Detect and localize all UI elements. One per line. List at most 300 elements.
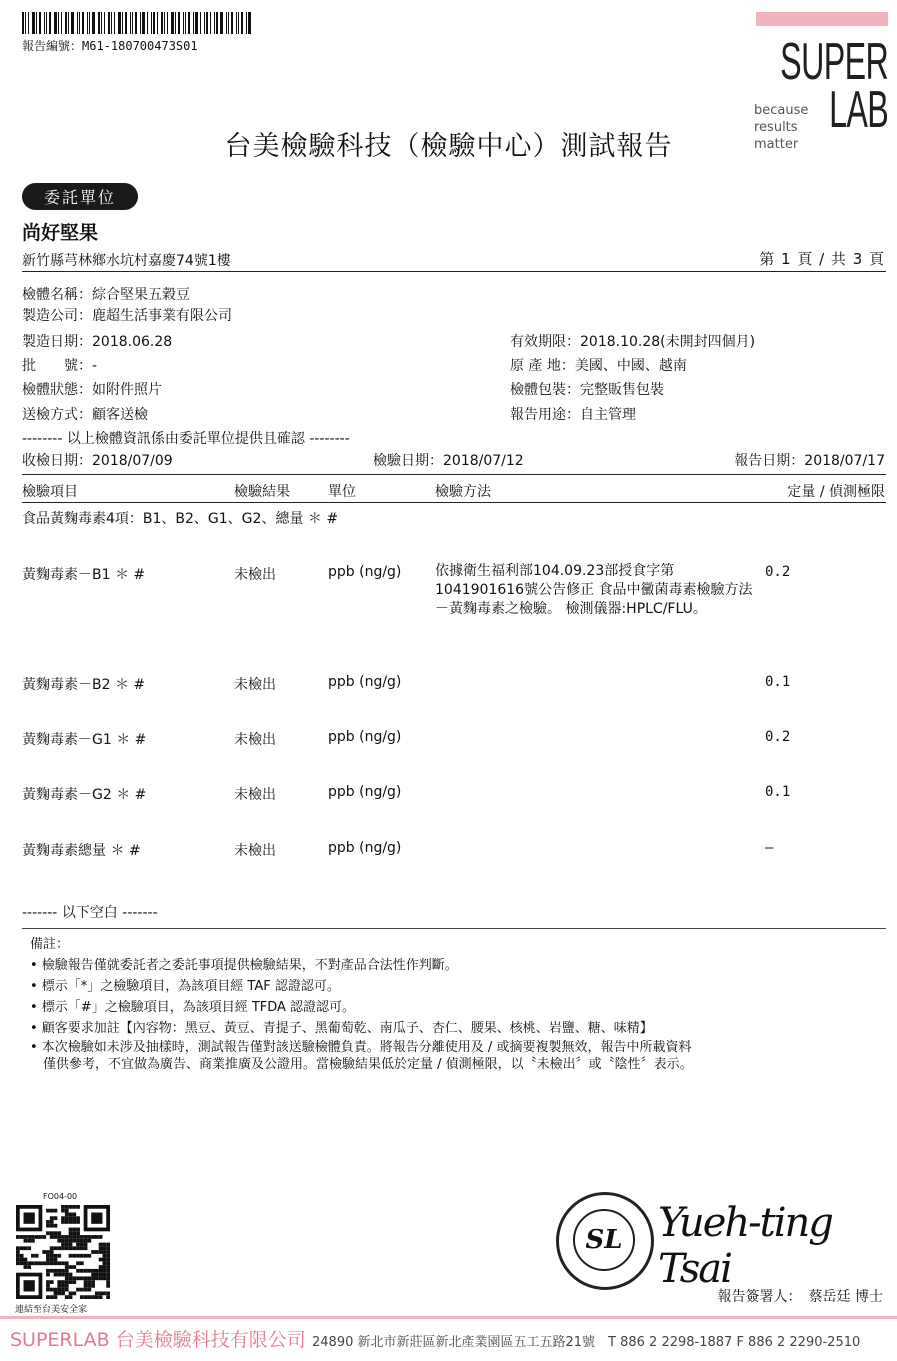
superlab-seal-icon (556, 1192, 654, 1290)
qr-module (57, 1273, 61, 1277)
qr-module (54, 1231, 58, 1235)
barcode-bar (25, 12, 26, 34)
qr-module (99, 1273, 103, 1277)
qr-module (46, 1209, 50, 1213)
qr-module (80, 1246, 84, 1250)
qr-module (50, 1269, 54, 1273)
barcode-bar (28, 12, 29, 34)
qr-module (57, 1284, 61, 1288)
logo-pink-bar (756, 12, 888, 26)
qr-module (57, 1269, 61, 1273)
qr-module (65, 1243, 69, 1247)
qr-module (42, 1250, 46, 1254)
qr-module (72, 1216, 76, 1220)
qr-module (65, 1209, 69, 1213)
qr-module (84, 1295, 88, 1299)
table-row-result: 未檢出 (234, 787, 276, 803)
qr-module (106, 1250, 110, 1254)
col-header-item: 檢驗項目 (22, 484, 78, 500)
qr-module (46, 1280, 50, 1284)
barcode-bar (238, 12, 239, 34)
barcode-bar (231, 12, 233, 34)
qr-module (80, 1295, 84, 1299)
qr-module (31, 1254, 35, 1258)
table-row-item: 黃麴毒素－G1 ＊ # (22, 732, 147, 748)
barcode-bar (36, 12, 37, 34)
barcode-bar (58, 12, 59, 34)
note-item: • 標示「#」之檢驗項目，為該項目經 TFDA 認證認可。 (30, 1000, 356, 1015)
qr-module (99, 1250, 103, 1254)
qr-module (46, 1224, 50, 1228)
qr-module (65, 1239, 69, 1243)
qr-module (46, 1261, 50, 1265)
barcode-bar (147, 12, 148, 34)
qr-module (54, 1216, 58, 1220)
barcode-bar (111, 12, 112, 34)
qr-module (61, 1205, 65, 1209)
qr-module (61, 1239, 65, 1243)
qr-module (61, 1235, 65, 1239)
qr-module (46, 1258, 50, 1262)
qr-module (65, 1280, 69, 1284)
barcode-bar (164, 12, 165, 34)
barcode-bar (195, 12, 198, 34)
qr-module (54, 1295, 58, 1299)
qr-module (50, 1209, 54, 1213)
qr-module (91, 1273, 95, 1277)
qr-module (50, 1258, 54, 1262)
qr-module (106, 1291, 110, 1295)
qr-module (91, 1235, 95, 1239)
qr-module (46, 1273, 50, 1277)
barcode-bar (171, 12, 174, 34)
table-row-limit: — (765, 840, 774, 856)
qr-module (76, 1235, 80, 1239)
qr-module (61, 1291, 65, 1295)
qr-module (87, 1235, 91, 1239)
qr-module (31, 1239, 35, 1243)
test-group: 食品黃麴毒素4項：B1、B2、G1、G2、總量 ＊ # (22, 511, 339, 527)
barcode-bar (140, 12, 141, 34)
qr-module (106, 1295, 110, 1299)
qr-module (99, 1265, 103, 1269)
qr-module (106, 1246, 110, 1250)
qr-module (24, 1258, 28, 1262)
qr-module (42, 1235, 46, 1239)
qr-module (61, 1280, 65, 1284)
barcode-bar (214, 12, 215, 34)
qr-module (72, 1280, 76, 1284)
qr-module (69, 1280, 73, 1284)
qr-module (87, 1269, 91, 1273)
qr-module (87, 1284, 91, 1288)
qr-module (20, 1246, 24, 1250)
barcode-bar (228, 12, 229, 34)
qr-module (84, 1269, 88, 1273)
qr-module (50, 1254, 54, 1258)
qr-module (99, 1276, 103, 1280)
qr-module (61, 1216, 65, 1220)
table-row-limit: 0.2 (765, 729, 791, 745)
qr-module (95, 1235, 99, 1239)
divider (22, 474, 886, 475)
qr-module (54, 1273, 58, 1277)
qr-module (69, 1213, 73, 1217)
qr-module (80, 1243, 84, 1247)
qr-module (50, 1235, 54, 1239)
qr-module (95, 1295, 99, 1299)
qr-module (69, 1291, 73, 1295)
qr-module (46, 1288, 50, 1292)
barcode-bar (98, 12, 100, 34)
qr-module (61, 1261, 65, 1265)
qr-module (106, 1284, 110, 1288)
qr-module (102, 1254, 106, 1258)
table-row-result: 未檢出 (234, 732, 276, 748)
qr-module (65, 1213, 69, 1217)
qr-module (95, 1276, 99, 1280)
qr-module (65, 1265, 69, 1269)
qr-module (84, 1239, 88, 1243)
qr-module (65, 1295, 69, 1299)
note-item: • 顧客要求加註【內容物：黑豆、黃豆、青提子、黑葡萄乾、南瓜子、杏仁、腰果、核桃、岩鹽、糖、味精】 (30, 1021, 653, 1036)
qr-module (50, 1220, 54, 1224)
barcode-bar (22, 12, 24, 34)
qr-module (27, 1235, 31, 1239)
qr-module (80, 1276, 84, 1280)
qr-module (54, 1288, 58, 1292)
table-row-item: 黃麴毒素－G2 ＊ # (22, 787, 147, 803)
qr-module (87, 1276, 91, 1280)
qr-module (80, 1288, 84, 1292)
qr-module (91, 1250, 95, 1254)
qr-module (50, 1224, 54, 1228)
qr-module (61, 1269, 65, 1273)
qr-module (80, 1239, 84, 1243)
qr-module (46, 1250, 50, 1254)
qr-module (54, 1258, 58, 1262)
qr-module (76, 1239, 80, 1243)
qr-module (69, 1216, 73, 1220)
qr-module (54, 1254, 58, 1258)
qr-module (102, 1291, 106, 1295)
qr-module (31, 1261, 35, 1265)
report-purpose: 報告用途：自主管理 (510, 407, 636, 423)
test-date: 檢驗日期：2018/07/12 (373, 453, 524, 469)
qr-module (80, 1269, 84, 1273)
received-date: 收檢日期：2018/07/09 (22, 453, 173, 469)
qr-module (76, 1288, 80, 1292)
col-header-method: 檢驗方法 (435, 484, 491, 500)
barcode-bar (89, 12, 90, 34)
handwritten-signature: Yueh-ting Tsai (658, 1200, 832, 1292)
qr-module (54, 1235, 58, 1239)
barcode-bar (185, 12, 186, 34)
qr-module (61, 1209, 65, 1213)
barcode-bar (153, 12, 155, 34)
qr-module (20, 1258, 24, 1262)
qr-module (69, 1205, 73, 1209)
table-row-unit: ppb (ng/g) (328, 674, 402, 690)
qr-module (50, 1250, 54, 1254)
client-badge: 委託單位 (22, 183, 138, 210)
barcode-bar (39, 12, 41, 34)
qr-module (50, 1288, 54, 1292)
client-address: 新竹縣芎林鄉水坑村嘉慶74號1樓 (22, 253, 231, 269)
note-item: • 標示「*」之檢驗項目，為該項目經 TAF 認證認可。 (30, 979, 340, 994)
notes-divider (22, 928, 886, 929)
qr-module (84, 1288, 88, 1292)
qr-module (87, 1288, 91, 1292)
qr-module (84, 1276, 88, 1280)
qr-module (69, 1235, 73, 1239)
qr-module (50, 1216, 54, 1220)
qr-module (102, 1258, 106, 1262)
qr-module (99, 1235, 103, 1239)
qr-module (65, 1276, 69, 1280)
divider (22, 271, 886, 272)
barcode-bar (188, 12, 190, 34)
qr-module (72, 1213, 76, 1217)
qr-module (69, 1273, 73, 1277)
expiry-date: 有效期限：2018.10.28(未開封四個月) (510, 334, 756, 350)
qr-module (69, 1276, 73, 1280)
qr-module (106, 1243, 110, 1247)
table-row-item: 黃麴毒素－B2 ＊ # (22, 677, 146, 693)
table-row-limit: 0.2 (765, 564, 791, 580)
lot-number: 批 號：- (22, 358, 98, 374)
qr-module (95, 1250, 99, 1254)
barcode-bar (210, 12, 211, 34)
barcode-bar (206, 12, 208, 34)
barcode-bar (157, 12, 158, 34)
barcode-bar (226, 12, 227, 34)
qr-module (54, 1291, 58, 1295)
sample-package: 檢體包裝：完整販售包裝 (510, 382, 664, 398)
qr-module (106, 1273, 110, 1277)
barcode-bar (193, 12, 194, 34)
logo-tagline: because results matter (754, 103, 809, 152)
divider (22, 502, 886, 503)
qr-module (69, 1295, 73, 1299)
qr-module (61, 1288, 65, 1292)
barcode-bar (130, 12, 131, 34)
qr-module (76, 1231, 80, 1235)
qr-module (99, 1295, 103, 1299)
barcode-bar (114, 12, 115, 34)
qr-module (76, 1220, 80, 1224)
qr-module (24, 1265, 28, 1269)
qr-module (76, 1276, 80, 1280)
barcode-bar (248, 12, 251, 34)
qr-module (91, 1269, 95, 1273)
qr-module (69, 1265, 73, 1269)
qr-module (54, 1261, 58, 1265)
barcode-bar (175, 12, 176, 34)
barcode-bar (161, 12, 163, 34)
qr-module (69, 1220, 73, 1224)
barcode-bar (200, 12, 201, 34)
note-item: • 本次檢驗如未涉及抽樣時，測試報告僅對該送驗檢體負責。將報告分離使用及 / 或摘要複製無效，報告中所載資料 (30, 1040, 692, 1055)
qr-module (76, 1216, 80, 1220)
qr-module (91, 1213, 102, 1224)
qr-module (87, 1239, 91, 1243)
barcode-bar (92, 12, 95, 34)
qr-module (57, 1239, 61, 1243)
qr-module (91, 1295, 95, 1299)
qr-module (57, 1291, 61, 1295)
qr-module (72, 1228, 76, 1232)
signer: 報告簽署人： 蔡岳廷 博士 (717, 1289, 883, 1305)
qr-module (65, 1216, 69, 1220)
qr-module (24, 1280, 35, 1291)
client-name: 尚好堅果 (22, 222, 99, 244)
table-row-result: 未檢出 (234, 567, 276, 583)
table-row-result: 未檢出 (234, 843, 276, 859)
qr-module (39, 1261, 43, 1265)
barcode (22, 12, 256, 34)
notes-title: 備註： (30, 937, 70, 952)
qr-module (54, 1209, 58, 1213)
qr-module (31, 1235, 35, 1239)
qr-module (102, 1276, 106, 1280)
qr-module (57, 1280, 61, 1284)
qr-module (72, 1235, 76, 1239)
qr-module (24, 1213, 35, 1224)
report-title: 台美檢驗科技（檢驗中心）測試報告 (224, 131, 673, 162)
table-row-item: 黃麴毒素總量 ＊ # (22, 843, 141, 859)
qr-module (80, 1254, 84, 1258)
barcode-bar (61, 12, 62, 34)
qr-module (20, 1254, 24, 1258)
qr-module (50, 1261, 54, 1265)
barcode-bar (167, 12, 168, 34)
qr-module (65, 1288, 69, 1292)
qr-module (57, 1235, 61, 1239)
sample-state: 檢體狀態：如附件照片 (22, 382, 162, 398)
qr-module (91, 1276, 95, 1280)
barcode-bar (82, 12, 84, 34)
barcode-bar (68, 12, 69, 34)
qr-module (54, 1269, 58, 1273)
qr-module (65, 1246, 69, 1250)
barcode-bar (135, 12, 137, 34)
qr-module (65, 1220, 69, 1224)
qr-module (46, 1284, 50, 1288)
qr-module (102, 1250, 106, 1254)
qr-module (84, 1280, 88, 1284)
qr-module (84, 1246, 88, 1250)
form-code: FO04-00 (43, 1192, 78, 1201)
qr-module (57, 1246, 61, 1250)
qr-module (91, 1284, 95, 1288)
qr-module (99, 1243, 103, 1247)
barcode-bar (46, 12, 47, 34)
table-row-unit: ppb (ng/g) (328, 564, 402, 580)
qr-module (57, 1288, 61, 1292)
barcode-bar (54, 12, 57, 34)
qr-module (76, 1243, 80, 1247)
qr-module (106, 1269, 110, 1273)
barcode-bar (77, 12, 78, 34)
col-header-result: 檢驗結果 (234, 484, 290, 500)
qr-module (46, 1220, 50, 1224)
qr-module (69, 1254, 73, 1258)
footer-line (0, 1316, 897, 1319)
qr-module (50, 1295, 54, 1299)
barcode-bar (220, 12, 223, 34)
qr-module (57, 1261, 61, 1265)
logo-wordmark: SUPER LAB (780, 33, 888, 139)
qr-module (27, 1246, 31, 1250)
barcode-bar (71, 12, 74, 34)
qr-code-icon[interactable] (16, 1205, 110, 1299)
qr-module (84, 1235, 88, 1239)
qr-module (99, 1246, 103, 1250)
barcode-bar (241, 12, 243, 34)
qr-module (24, 1235, 28, 1239)
qr-module (72, 1220, 76, 1224)
barcode-bar (65, 12, 67, 34)
qr-module (106, 1280, 110, 1284)
table-row-limit: 0.1 (765, 784, 791, 800)
qr-module (24, 1246, 28, 1250)
qr-module (27, 1265, 31, 1269)
qr-module (99, 1258, 103, 1262)
qr-module (106, 1261, 110, 1265)
delivery-method: 送檢方式：顧客送檢 (22, 407, 148, 423)
qr-module (76, 1205, 80, 1209)
qr-module (76, 1261, 80, 1265)
qr-module (76, 1246, 80, 1250)
qr-module (69, 1228, 73, 1232)
qr-module (72, 1291, 76, 1295)
qr-module (35, 1254, 39, 1258)
qr-module (27, 1261, 31, 1265)
seal-monogram: SL (573, 1209, 635, 1271)
qr-module (72, 1276, 76, 1280)
qr-module (80, 1261, 84, 1265)
barcode-bar (101, 12, 102, 34)
qr-module (16, 1235, 20, 1239)
qr-module (72, 1246, 76, 1250)
qr-module (102, 1265, 106, 1269)
qr-module (69, 1231, 73, 1235)
barcode-bar (246, 12, 247, 34)
qr-module (16, 1246, 20, 1250)
barcode-bar (44, 12, 45, 34)
table-row-result: 未檢出 (234, 677, 276, 693)
qr-module (106, 1254, 110, 1258)
notes (30, 934, 886, 1073)
qr-module (65, 1269, 69, 1273)
qr-module (65, 1261, 69, 1265)
qr-module (24, 1239, 28, 1243)
qr-module (20, 1261, 24, 1265)
qr-module (35, 1261, 39, 1265)
qr-module (102, 1269, 106, 1273)
qr-module (54, 1224, 58, 1228)
qr-module (69, 1239, 73, 1243)
barcode-bar (104, 12, 105, 34)
qr-module (72, 1265, 76, 1269)
qr-module (69, 1243, 73, 1247)
qr-module (65, 1273, 69, 1277)
qr-module (16, 1250, 20, 1254)
barcode-bar (79, 12, 80, 34)
qr-module (65, 1235, 69, 1239)
barcode-bar (108, 12, 110, 34)
